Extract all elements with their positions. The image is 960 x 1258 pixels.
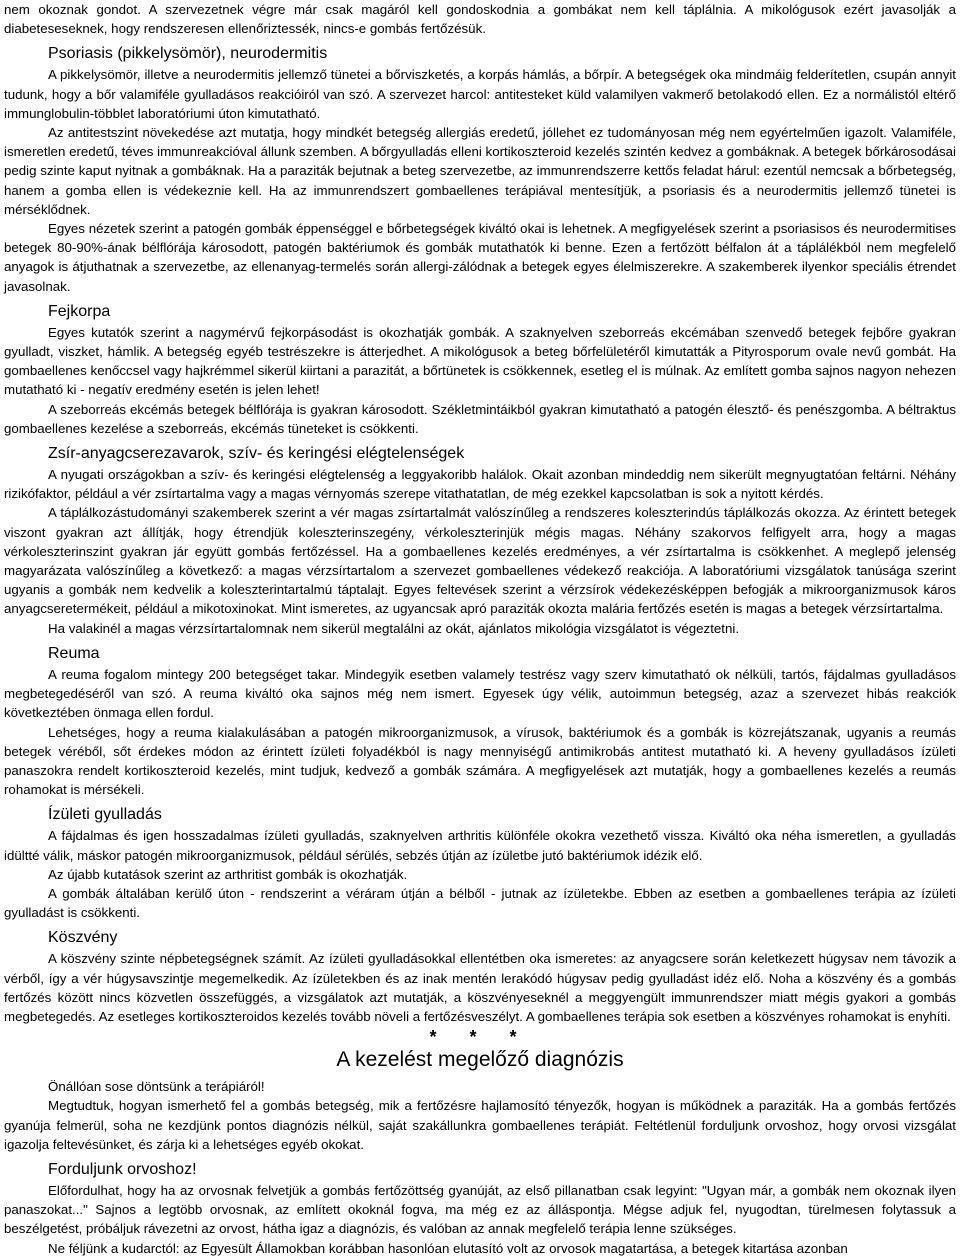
section-heading-fejkorpa: Fejkorpa: [48, 302, 111, 320]
section-heading-reuma: Reuma: [48, 644, 100, 662]
section-heading-koszveny: Köszvény: [48, 929, 118, 947]
section-heading-forduljunk-orvoshoz: Forduljunk orvoshoz!: [48, 1160, 197, 1178]
paragraph: Egyes kutatók szerint a nagymérvű fejkorpásodást is okozhatják gombák. A szaknyelven szeborreás ekcémában szenvedő betegek fejbőre gyakran gyulladt, viszket, hámlik. A betegség egyéb testrészekre is átterjedhet. A mikológusok a beteg bőrfelületéről kimutatták a Pityrosporum ovale nevű gombát. Ha gombaellenes kenőccsel vagy hajkrémmel sikerül kiirtani a parazitát, a bőrtünetek is csökkennek, esetleg el is múlnak. Az említett gomba sajnos nagyon nehezen mutatható ki - negatív eredmény esetén is jelen lehet!: [4, 324, 956, 398]
paragraph: Az antitestszint növekedése azt mutatja, hogy mindkét betegség allergiás eredetű, jóllehet ez tudományosan még nem egyértelműen igazolt. Valamiféle, ismeretlen eredetű, téves immunreakcióval állunk szemben. A bőrgyulladás elleni kortikoszteroid kezelés szintén kedvez a gombáknak. A betegek bőrkárosodásai pedig szinte kaput nyitnak a gombáknak. Ha a paraziták bejutnak a beteg szervezetbe, az immunrendszerre kettős feladat hárul: ezentúl nemcsak a bőrbetegség, hanem a gomba ellen is védekeznie kell. Ha az immunrendszert gombaellenes terápiával mentesítjük, a psoriasis és a neurodermitis jellemző tünetei is mérséklődnek.: [4, 125, 956, 217]
section-separator-stars: * * *: [429, 1027, 531, 1048]
paragraph: A fájdalmas és igen hosszadalmas ízületi gyulladás, szaknyelven arthritis különféle okokra vezethető vissza. Kiváltó oka néha ismeretlen, a gyulladás idültté válik, máskor patogén mikroorganizmusok, például sérülés, sebzés útján az ízületbe jutó baktériumok idézik elő.: [4, 828, 956, 863]
paragraph: A szeborreás ekcémás betegek bélflórája is gyakran károsodott. Székletmintáikból gyakran kimutatható a patogén élesztő- és penészgomba. A béltraktus gombaellenes kezelése a szeborreás, ekcémás tüneteket is csökkenti.: [4, 401, 956, 436]
paragraph: Egyes nézetek szerint a patogén gombák éppenséggel e bőrbetegségek kiváltó okai is lehetnek. A megfigyelések szerint a psoriasisos és neurodermitises betegek 80-90%-ának bélflórája károsodott, patogén baktériumok és gombák mutathatók ki benne. Ezen a fertőzött bélfalon át a táplálékból nem megfelelő anyagok is átjuthatnak a szervezetbe, az ellenanyag-termelés során allergi-zálódnak a betegek egyes élelmiszerekre. A szakemberek ilyenkor speciális étrendet javasolnak.: [4, 221, 956, 294]
section-heading-psoriasis: Psoriasis (pikkelysömör), neurodermitis: [48, 45, 328, 63]
paragraph: A gombák általában kerülő úton - rendszerint a véráram útján a bélből - jutnak az ízületekbe. Ebben az esetben a gombaellenes terápia az ízületi gyulladást is csökkenti.: [4, 885, 956, 921]
paragraph: nem okoznak gondot. A szervezetnek végre már csak magáról kell gondoskodnia a gombákat nem kell táplálnia. A mikológusok ezért javasolják a diabeteseseknek, hogy rendszeresen ellenőriztessék, nincs-e gombás fertőzésük.: [4, 2, 956, 37]
paragraph: Az újabb kutatások szerint az arthritist gombák is okozhatják.: [48, 866, 408, 882]
section-heading-zsir-anyagcsere: Zsír-anyagcserezavarok, szív- és keringési elégtelenségek: [48, 445, 465, 463]
paragraph: A reuma fogalom mintegy 200 betegséget takar. Mindegyik esetben valamely testrész vagy szerv kimutatható ok nélküli, tartós, fájdalmas gyulladásos megbetegedéséről van szó. A reuma kiváltó oka sajnos még nem ismert. Egyesek úgy vélik, autoimmun betegség, azaz a szervezet hibás reakciók következtében önmaga ellen fordul.: [4, 666, 956, 721]
paragraph: Megtudtuk, hogyan ismerhető fel a gombás betegség, mik a fertőzésre hajlamosító tényezők, hogyan is működnek a paraziták. Ha a gombás fertőzés gyanúja felmerül, soha ne kezdjünk pontos diagnózis nélkül, saját szakállunkra gombaellenes terápiát. Feltétlenül forduljunk orvoshoz, hogy orvosi vizsgálat igazolja feltevésünket, és zárja ki a lehetséges egyéb okokat.: [4, 1098, 956, 1152]
chapter-title: A kezelést megelőző diagnózis: [336, 1048, 624, 1072]
paragraph: A pikkelysömör, illetve a neurodermitis jellemző tünetei a bőrviszketés, a korpás hámlás, a bőrpír. A betegségek oka mindmáig felderítetlen, csupán annyit tudunk, hogy a bőr valamiféle gyulladásos reakcióiról van szó. A szervezet harcol: antitesteket küld valamilyen vakmerő betolakodó ellen. Ez a normálistól eltérő immunglobulin-többlet laboratóriumi úton kimutatható.: [4, 67, 956, 121]
paragraph: A nyugati országokban a szív- és keringési elégtelenség a leggyakoribb halálok. Okait azonban mindeddig nem sikerült megnyugtatóan feltárni. Néhány rizikófaktor, például a vér zsírtartalma vagy a magas vérnyomás szerepe vitathatatlan, de még ezekkel kapcsolatban is sok a nyitott kérdés.: [4, 467, 956, 502]
paragraph: Előfordulhat, hogy ha az orvosnak felvetjük a gombás fertőzöttség gyanúját, az első pillanatban csak legyint: "Ugyan már, a gombák nem okoznak ilyen panaszokat..." Sajnos a legtöbb orvosnak, az említett okoknál fogva, ma még ez az álláspontja. Mégse adjuk fel, nyugodtan, türelmesen folytassuk a beszélgetést, próbáljuk rávezetni az orvost, hátha igaz a diagnózis, és valóban az annak megfelelő terápia lenne szükséges.: [4, 1182, 956, 1237]
paragraph: A köszvény szinte népbetegségnek számít. Az ízületi gyulladásokkal ellentétben oka ismeretes: az anyagcsere során keletkezett húgysav nem távozik a vérből, így a vér húgysavszintje megemelkedik. Az ízületekben és az inak mentén lerakódó húgysav pedig gyulladást idéz elő. Noha a köszvény és a gombás fertőzés között nincs közvetlen összefüggés, a vizsgálatok azt mutatják, a köszvényeseknél a meggyengült immunrendszer miatt mégis gyakori a gombás megbetegedés. Az esetleges kortikoszteroidos kezelés tovább növeli a fertőzésveszélyt. A gombaellenes terápia sok esetben a köszvényes rohamokat is enyhíti.: [4, 951, 956, 1024]
paragraph: Ne féljünk a kudarctól: az Egyesült Államokban korábban hasonlóan elutasító volt az orvosok magatartása, a betegek kitartása azonban: [48, 1240, 848, 1256]
paragraph: Önállóan sose döntsünk a terápiáról!: [48, 1079, 265, 1095]
section-heading-izuleti-gyulladas: Ízületi gyulladás: [48, 806, 162, 824]
paragraph: A táplálkozástudományi szakemberek szerint a vér magas zsírtartalmát valószínűleg a rendszeres koleszterindús táplálkozás okozza. Az érintett betegek viszont gyakran azt állítják, hogy étrendjük koleszterinszegény, vérkoleszterinjük mégis magas. Néhány szakorvos felfigyelt arra, hogy a magas vérkoleszterinszint gyakran jár együtt gombás fertőzéssel. Ha a gombaellenes kezelés eredményes, a vér zsírtartalma is csökkenhet. A meglepő jelenség magyarázata valószínűleg a következő: a magas vérzsírtartalom a szervezet gombaellenes védekező reakciója. A laboratóriumi vizsgálatok tanúsága szerint ugyanis a gombák nem kedvelik a koleszterintartalmú táptalajt. Egyes feltevések szerint a vérzsírok védekezésképpen befogják a mikroorganizmusok káros anyagcseretermékeit, például a mikotoxinokat. Mint ismeretes, az ugyancsak apró paraziták okozta malária fertőzés esetén is magas a betegek vérzsírtartalma.: [4, 505, 956, 617]
paragraph: Lehetséges, hogy a reuma kialakulásában a patogén mikroorganizmusok, a vírusok, baktériumok és a gombák is közrejátszanak, ugyanis a reumás betegek véréből, sőt érdekes módon az érintett ízületi folyadékból is nagy mennyiségű antimikrobás antitest mutatható ki. A heveny gyulladásos ízületi panaszokra rendelt kortikoszteroid kezelés, mint tudjuk, kedvező a gombák számára. A megfigyelések azt mutatják, hogy a gombaellenes kezelés a reumás rohamokat is mérsékeli.: [4, 724, 956, 798]
paragraph: Ha valakinél a magas vérzsírtartalomnak nem sikerül megtalálni az okát, ajánlatos mikológia vizsgálatot is végeztetni.: [48, 620, 740, 636]
